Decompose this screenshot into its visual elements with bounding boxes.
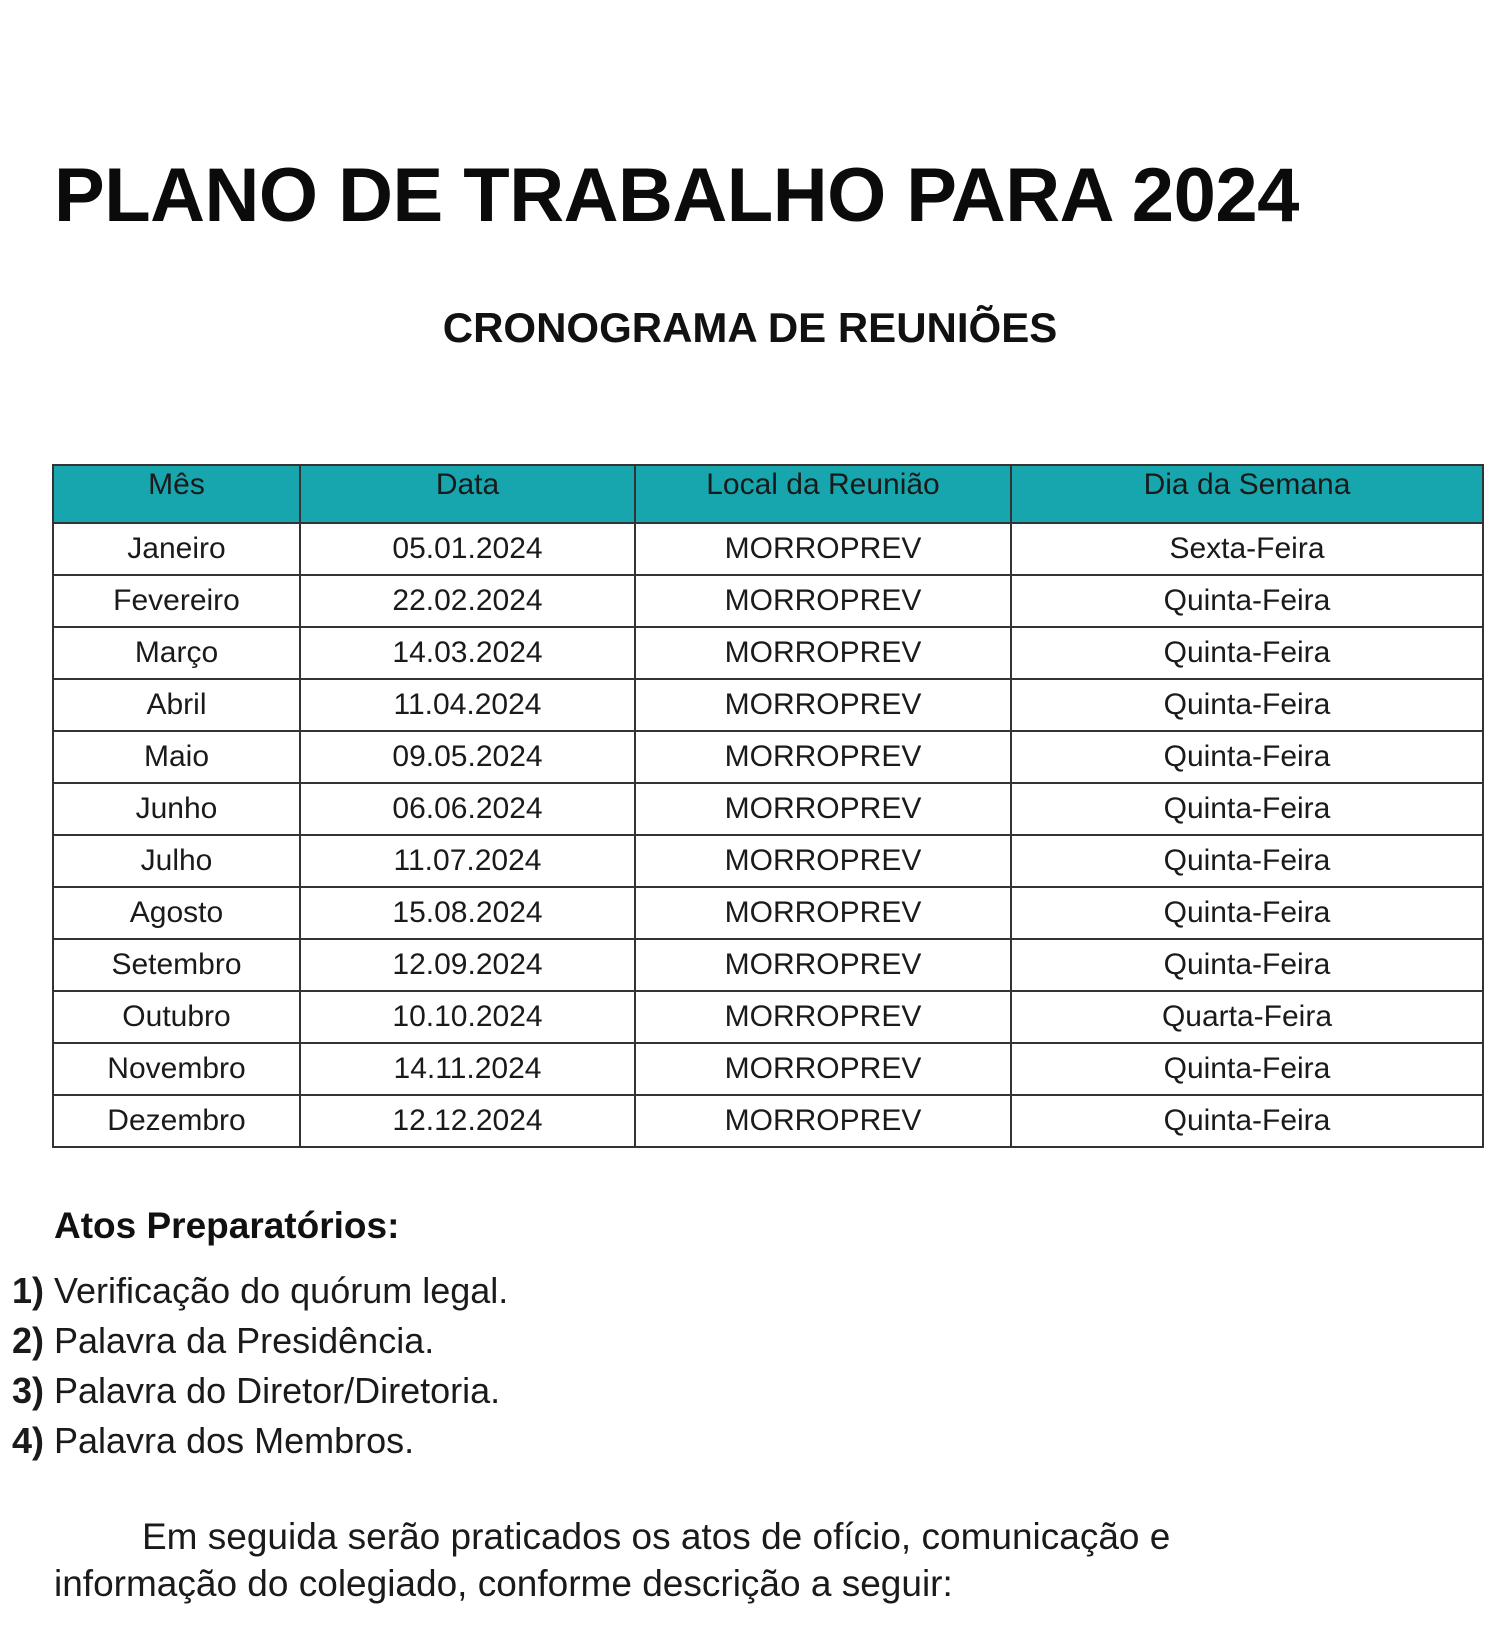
cell-weekday: Quinta-Feira [1011, 1095, 1483, 1147]
cell-date: 12.09.2024 [300, 939, 635, 991]
cell-weekday: Quinta-Feira [1011, 835, 1483, 887]
cell-month: Dezembro [53, 1095, 300, 1147]
cell-month: Março [53, 627, 300, 679]
list-item-text: Palavra dos Membros. [54, 1420, 415, 1461]
cell-weekday: Quinta-Feira [1011, 679, 1483, 731]
preparatory-acts-heading: Atos Preparatórios: [54, 1205, 400, 1246]
cell-month: Maio [53, 731, 300, 783]
cell-weekday: Quinta-Feira [1011, 731, 1483, 783]
cell-weekday: Quinta-Feira [1011, 783, 1483, 835]
column-header-month: Mês [53, 465, 300, 523]
table-header-row [53, 465, 1483, 523]
cell-location: MORROPREV [635, 679, 1011, 731]
cell-location: MORROPREV [635, 835, 1011, 887]
table-row [53, 575, 1483, 627]
cell-location: MORROPREV [635, 731, 1011, 783]
cell-weekday: Quinta-Feira [1011, 1043, 1483, 1095]
cell-weekday: Quarta-Feira [1011, 991, 1483, 1043]
table-row [53, 939, 1483, 991]
table-row [53, 991, 1483, 1043]
column-header-weekday: Dia da Semana [1011, 465, 1483, 523]
table-row [53, 835, 1483, 887]
cell-location: MORROPREV [635, 783, 1011, 835]
cell-date: 11.04.2024 [300, 679, 635, 731]
list-item-number: 1) [12, 1270, 45, 1311]
cell-date: 14.03.2024 [300, 627, 635, 679]
cell-weekday: Quinta-Feira [1011, 887, 1483, 939]
cell-month: Agosto [53, 887, 300, 939]
list-item-text: Verificação do quórum legal. [54, 1270, 509, 1311]
cell-date: 22.02.2024 [300, 575, 635, 627]
cell-month: Abril [53, 679, 300, 731]
table-row [53, 1043, 1483, 1095]
cell-location: MORROPREV [635, 1095, 1011, 1147]
meeting-schedule-table [52, 464, 1484, 1148]
cell-location: MORROPREV [635, 1043, 1011, 1095]
list-item-number: 2) [12, 1320, 45, 1361]
cell-month: Fevereiro [53, 575, 300, 627]
column-header-location: Local da Reunião [635, 465, 1011, 523]
cell-date: 05.01.2024 [300, 523, 635, 575]
cell-location: MORROPREV [635, 939, 1011, 991]
table-row [53, 887, 1483, 939]
cell-date: 10.10.2024 [300, 991, 635, 1043]
cell-date: 09.05.2024 [300, 731, 635, 783]
cell-month: Novembro [53, 1043, 300, 1095]
cell-location: MORROPREV [635, 627, 1011, 679]
cell-location: MORROPREV [635, 575, 1011, 627]
list-item-number: 3) [12, 1370, 45, 1411]
list-item [12, 1420, 508, 1470]
closing-paragraph: Em seguida serão praticados os atos de ofício, comunicação e informação do colegiado, conforme descrição a seguir: [54, 1516, 1171, 1604]
cell-date: 12.12.2024 [300, 1095, 635, 1147]
cell-date: 06.06.2024 [300, 783, 635, 835]
table-row [53, 783, 1483, 835]
cell-date: 14.11.2024 [300, 1043, 635, 1095]
page-title: PLANO DE TRABALHO PARA 2024 [54, 153, 1299, 238]
list-item-number: 4) [12, 1420, 45, 1461]
preparatory-acts-list [12, 1270, 508, 1470]
cell-date: 15.08.2024 [300, 887, 635, 939]
list-item-text: Palavra da Presidência. [54, 1320, 435, 1361]
cell-location: MORROPREV [635, 991, 1011, 1043]
cell-month: Outubro [53, 991, 300, 1043]
list-item [12, 1270, 508, 1320]
cell-date: 11.07.2024 [300, 835, 635, 887]
cell-weekday: Quinta-Feira [1011, 575, 1483, 627]
cell-month: Junho [53, 783, 300, 835]
column-header-date: Data [300, 465, 635, 523]
table-row [53, 731, 1483, 783]
cell-month: Janeiro [53, 523, 300, 575]
cell-location: MORROPREV [635, 523, 1011, 575]
cell-month: Julho [53, 835, 300, 887]
list-item [12, 1370, 508, 1420]
cell-location: MORROPREV [635, 887, 1011, 939]
list-item-text: Palavra do Diretor/Diretoria. [54, 1370, 501, 1411]
cell-weekday: Sexta-Feira [1011, 523, 1483, 575]
table-row [53, 1095, 1483, 1147]
cell-month: Setembro [53, 939, 300, 991]
cell-weekday: Quinta-Feira [1011, 627, 1483, 679]
section-subtitle: CRONOGRAMA DE REUNIÕES [442, 304, 1058, 351]
table-row [53, 627, 1483, 679]
cell-weekday: Quinta-Feira [1011, 939, 1483, 991]
table-row [53, 679, 1483, 731]
list-item [12, 1320, 508, 1370]
table-row [53, 523, 1483, 575]
